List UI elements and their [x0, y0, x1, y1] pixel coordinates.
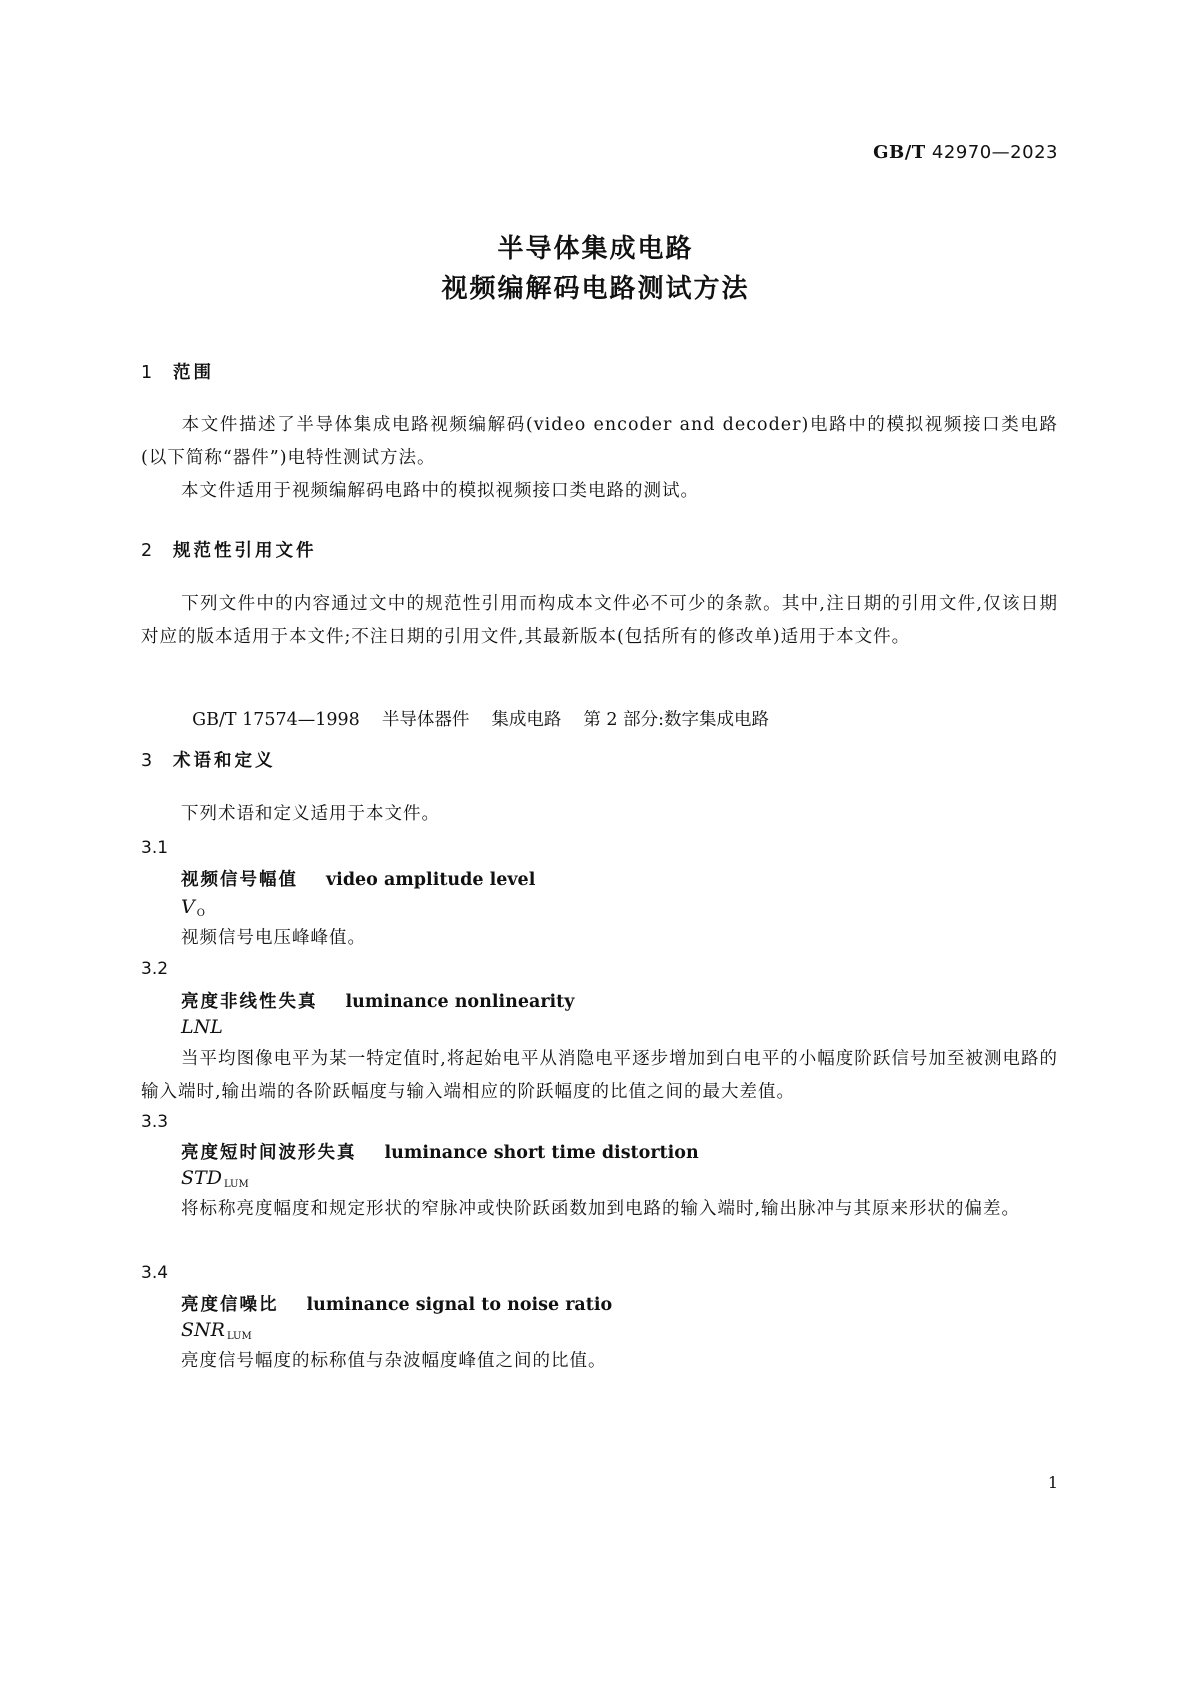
section-number: 2: [141, 541, 153, 561]
ref-part-2: 集成电路: [491, 710, 562, 730]
ref-part-1: 半导体器件: [381, 710, 470, 730]
section-1-paragraph-2: 本文件适用于视频编解码电路中的模拟视频接口类电路的测试。: [181, 481, 699, 501]
term-symbol: LNL: [181, 1016, 223, 1038]
term-definition: 亮度信号幅度的标称值与杂波幅度峰值之间的比值。: [181, 1351, 607, 1371]
section-title: 术语和定义: [173, 751, 276, 771]
term-number: 3.3: [141, 1112, 169, 1132]
standard-code: [700, 142, 1058, 163]
ref-code: GB/T 17574—1998: [192, 710, 360, 730]
section-2-heading: [141, 537, 317, 562]
standard-code-prefix: GB/T: [873, 142, 926, 163]
section-number: 1: [141, 363, 153, 383]
term-number: 3.1: [141, 838, 169, 858]
term-title: 视频信号幅值 video amplitude level: [181, 870, 536, 890]
section-1-paragraph-1: 本文件描述了半导体集成电路视频编解码(video encoder and decoder)电路中的模拟视频接口类电路(以下简称“器件”)电特性测试方法。: [141, 415, 1058, 468]
section-3-heading: [141, 747, 276, 772]
section-title: 范围: [173, 363, 214, 383]
section-title: 规范性引用文件: [173, 541, 317, 561]
term-definition: 将标称亮度幅度和规定形状的窄脉冲或快阶跃函数加到电路的输入端时,输出脉冲与其原来形状的偏差。: [181, 1199, 1021, 1219]
term-definition: 当平均图像电平为某一特定值时,将起始电平从消隐电平逐步增加到白电平的小幅度阶跃信号加至被测电路的输入端时,输出端的各阶跃幅度与输入端相应的阶跃幅度的比值之间的最大差值。: [141, 1049, 1058, 1102]
normative-reference: [181, 686, 791, 731]
term-definition: 视频信号电压峰峰值。: [181, 928, 366, 948]
standard-code-number: 42970—2023: [931, 142, 1058, 163]
term-title: 亮度信噪比 luminance signal to noise ratio: [181, 1295, 613, 1315]
term-title: 亮度非线性失真 luminance nonlinearity: [181, 992, 575, 1012]
term-number: 3.4: [141, 1263, 169, 1283]
title-line-2: 视频编解码电路测试方法: [441, 274, 750, 304]
title-line-1: 半导体集成电路: [497, 234, 694, 264]
section-2-paragraph-1: 下列文件中的内容通过文中的规范性引用而构成本文件必不可少的条款。其中,注日期的引用文件,仅该日期对应的版本适用于本文件;不注日期的引用文件,其最新版本(包括所有的修改单)适用于本文件。: [141, 594, 1058, 647]
section-3-paragraph-1: 下列术语和定义适用于本文件。: [181, 804, 440, 824]
section-1-heading: [141, 359, 214, 384]
term-symbol: V $_O$: [181, 896, 205, 919]
term-number: 3.2: [141, 959, 169, 979]
term-symbol: SNR $_{LUM}$: [181, 1319, 252, 1342]
term-symbol: STD $_{LUM}$: [181, 1167, 249, 1190]
term-title: 亮度短时间波形失真 luminance short time distortion: [181, 1143, 699, 1163]
section-number: 3: [141, 751, 153, 771]
page-number: 1: [1047, 1473, 1058, 1492]
ref-part-3: 第 2 部分:数字集成电路: [583, 710, 769, 730]
